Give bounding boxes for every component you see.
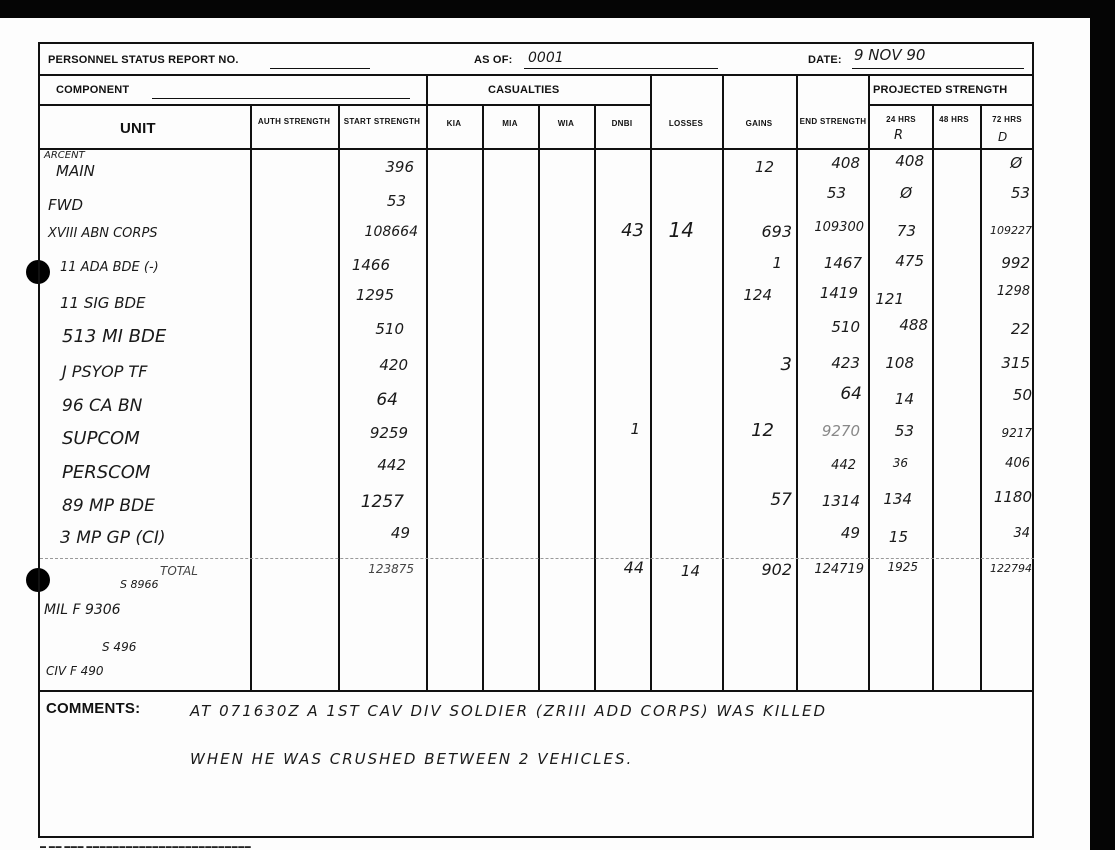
start-cell: 510 <box>375 320 404 338</box>
date-label: DATE: <box>808 54 842 66</box>
total-label: TOTAL <box>160 564 198 578</box>
scanned-page <box>0 18 1090 850</box>
as-of-value: 0001 <box>528 50 564 66</box>
h24-mark: R <box>894 128 904 143</box>
total-h24-cell: 1925 <box>887 560 918 574</box>
h24-cell: 488 <box>899 316 928 334</box>
end-cell: 423 <box>831 354 860 372</box>
rule <box>426 74 428 690</box>
end-cell: 109300 <box>814 220 864 235</box>
comments-line-1: AT 071630Z A 1ST CAV DIV SOLDIER (ZRIII ADD CORPS) WAS KILLED <box>190 702 828 720</box>
h24-cell: 14 <box>894 390 914 408</box>
gains-header: GAINS <box>745 119 773 128</box>
start-cell: 1466 <box>351 256 390 274</box>
start-cell: 420 <box>379 356 408 374</box>
wia-header: WIA <box>557 119 575 128</box>
gains-cell: 124 <box>743 286 772 304</box>
end-cell: 1419 <box>819 284 858 302</box>
rule <box>538 104 540 690</box>
rule <box>932 104 934 690</box>
gains-cell: 12 <box>751 420 774 441</box>
h72-mark: D <box>998 130 1008 144</box>
total-start-cell: 123875 <box>368 562 414 576</box>
h24-cell: 53 <box>894 422 914 440</box>
end-cell: 442 <box>831 458 856 473</box>
rule <box>868 74 870 690</box>
gains-cell: 12 <box>754 158 774 176</box>
mil-s-note: S 8966 <box>120 578 159 591</box>
report-title: PERSONNEL STATUS REPORT NO. <box>48 54 239 66</box>
rule <box>250 104 252 690</box>
rule <box>722 74 724 690</box>
rule <box>482 104 484 690</box>
h72-cell: 992 <box>1001 254 1030 272</box>
date-line <box>852 68 1024 69</box>
civ-f-note: CIV F 490 <box>46 664 104 678</box>
unit-cell: XVIII ABN CORPS <box>48 226 158 241</box>
unit-cell: PERSCOM <box>62 462 151 483</box>
rule <box>338 104 340 690</box>
end-strength-header: END STRENGTH <box>799 117 867 126</box>
date-value: 9 NOV 90 <box>854 46 926 64</box>
rule <box>594 104 596 690</box>
unit-cell: FWD <box>48 196 84 214</box>
unit-cell: 11 ADA BDE (-) <box>60 260 159 275</box>
scan-border-right <box>1090 0 1115 850</box>
h72-cell: 34 <box>1013 526 1030 541</box>
unit-cell: 513 MI BDE <box>62 326 167 347</box>
mil-f-note: MIL F 9306 <box>44 602 121 618</box>
unit-cell: J PSYOP TF <box>62 362 148 381</box>
h72-cell: 22 <box>1010 320 1030 338</box>
rule <box>796 74 798 690</box>
h24-cell: 108 <box>885 354 914 372</box>
as-of-label: AS OF: <box>474 54 513 66</box>
gains-cell: 693 <box>761 222 792 241</box>
total-dnbi-cell: 44 <box>623 558 644 577</box>
start-cell: 9259 <box>369 424 408 442</box>
end-cell: 510 <box>831 318 860 336</box>
start-cell: 1295 <box>355 286 394 304</box>
h72-cell: 1180 <box>993 488 1032 506</box>
unit-cell: SUPCOM <box>62 428 140 449</box>
dnbi-header: DNBI <box>611 119 633 128</box>
kia-header: KIA <box>446 119 462 128</box>
start-cell: 49 <box>390 524 410 542</box>
total-gains-cell: 902 <box>761 560 792 579</box>
h72-header: 72 HRS <box>992 115 1022 124</box>
start-strength-header: START STRENGTH <box>343 117 421 126</box>
unit-cell: 89 MP BDE <box>62 496 155 516</box>
unit-cell: 3 MP GP (CI) <box>60 528 166 548</box>
h24-cell: 15 <box>888 528 908 546</box>
end-cell: 53 <box>826 184 846 202</box>
total-losses-cell: 14 <box>680 562 700 580</box>
end-cell: 64 <box>840 384 862 404</box>
h72-cell: 406 <box>1005 456 1030 471</box>
h72-cell: 53 <box>1010 184 1030 202</box>
h24-header: 24 HRS <box>886 115 916 124</box>
rule <box>40 74 1034 76</box>
end-cell: 1467 <box>823 254 862 272</box>
as-of-line <box>524 68 718 69</box>
start-cell: 53 <box>386 192 406 210</box>
h72-cell: 1298 <box>996 284 1030 299</box>
h72-cell: 315 <box>1001 354 1030 372</box>
comments-line-2: WHEN HE WAS CRUSHED BETWEEN 2 VEHICLES. <box>190 750 634 768</box>
unit-column-header: UNIT <box>120 120 156 137</box>
losses-header: LOSSES <box>668 119 704 128</box>
rule <box>980 104 982 690</box>
component-label: COMPONENT <box>56 84 130 96</box>
start-cell: 1257 <box>360 492 404 512</box>
end-cell: 49 <box>840 524 860 542</box>
rule <box>868 104 1034 106</box>
h72-cell: 109227 <box>990 224 1032 237</box>
start-cell: 396 <box>385 158 414 176</box>
gains-cell: 1 <box>772 254 782 272</box>
end-cell: 9270 <box>821 422 860 440</box>
unit-cell: 11 SIG BDE <box>60 294 146 312</box>
dnbi-cell: 1 <box>630 420 640 438</box>
h24-cell: 134 <box>883 490 912 508</box>
rule <box>40 690 1034 692</box>
personnel-status-form <box>38 42 1034 838</box>
gains-cell: 3 <box>780 354 792 375</box>
h48-header: 48 HRS <box>939 115 969 124</box>
h72-cell: 50 <box>1012 386 1032 404</box>
auth-strength-header: AUTH STRENGTH <box>257 117 331 126</box>
total-h72-cell: 122794 <box>990 562 1032 575</box>
scan-border-top <box>0 0 1115 18</box>
h24-cell: 408 <box>895 152 924 170</box>
unit-cell: 96 CA BN <box>62 396 143 416</box>
total-end-cell: 124719 <box>814 562 864 577</box>
start-cell: 442 <box>377 456 406 474</box>
casualties-label: CASUALTIES <box>488 84 560 96</box>
rule <box>40 148 1034 150</box>
h72-cell: 9217 <box>1001 426 1032 440</box>
h24-cell: 121 <box>875 290 904 308</box>
h24-cell: Ø <box>900 184 912 202</box>
h24-cell: 73 <box>896 222 916 240</box>
form-footer: ▬ ▬▬ ▬▬▬ ▬▬▬▬▬▬▬▬▬▬▬▬▬▬▬▬▬▬▬▬▬▬▬▬▬ <box>40 844 252 850</box>
h24-cell: 36 <box>892 456 908 470</box>
h72-cell: Ø <box>1010 154 1022 172</box>
rule <box>40 104 426 106</box>
civ-s-note: S 496 <box>102 640 137 654</box>
losses-cell: 14 <box>668 218 694 242</box>
start-cell: 64 <box>376 390 398 410</box>
unit-cell: ARCENT <box>44 150 85 161</box>
comments-label: COMMENTS: <box>46 700 141 717</box>
rule <box>650 74 652 690</box>
report-no-line <box>270 68 370 69</box>
unit-cell: MAIN <box>56 162 95 180</box>
rule <box>40 558 1034 559</box>
dnbi-cell: 43 <box>621 220 644 241</box>
end-cell: 1314 <box>821 492 860 510</box>
projected-strength-label: PROJECTED STRENGTH <box>873 84 1008 96</box>
start-cell: 108664 <box>364 224 418 240</box>
h24-cell: 475 <box>895 252 924 270</box>
mia-header: MIA <box>502 119 518 128</box>
component-line <box>152 98 410 99</box>
gains-cell: 57 <box>770 490 792 510</box>
end-cell: 408 <box>831 154 860 172</box>
